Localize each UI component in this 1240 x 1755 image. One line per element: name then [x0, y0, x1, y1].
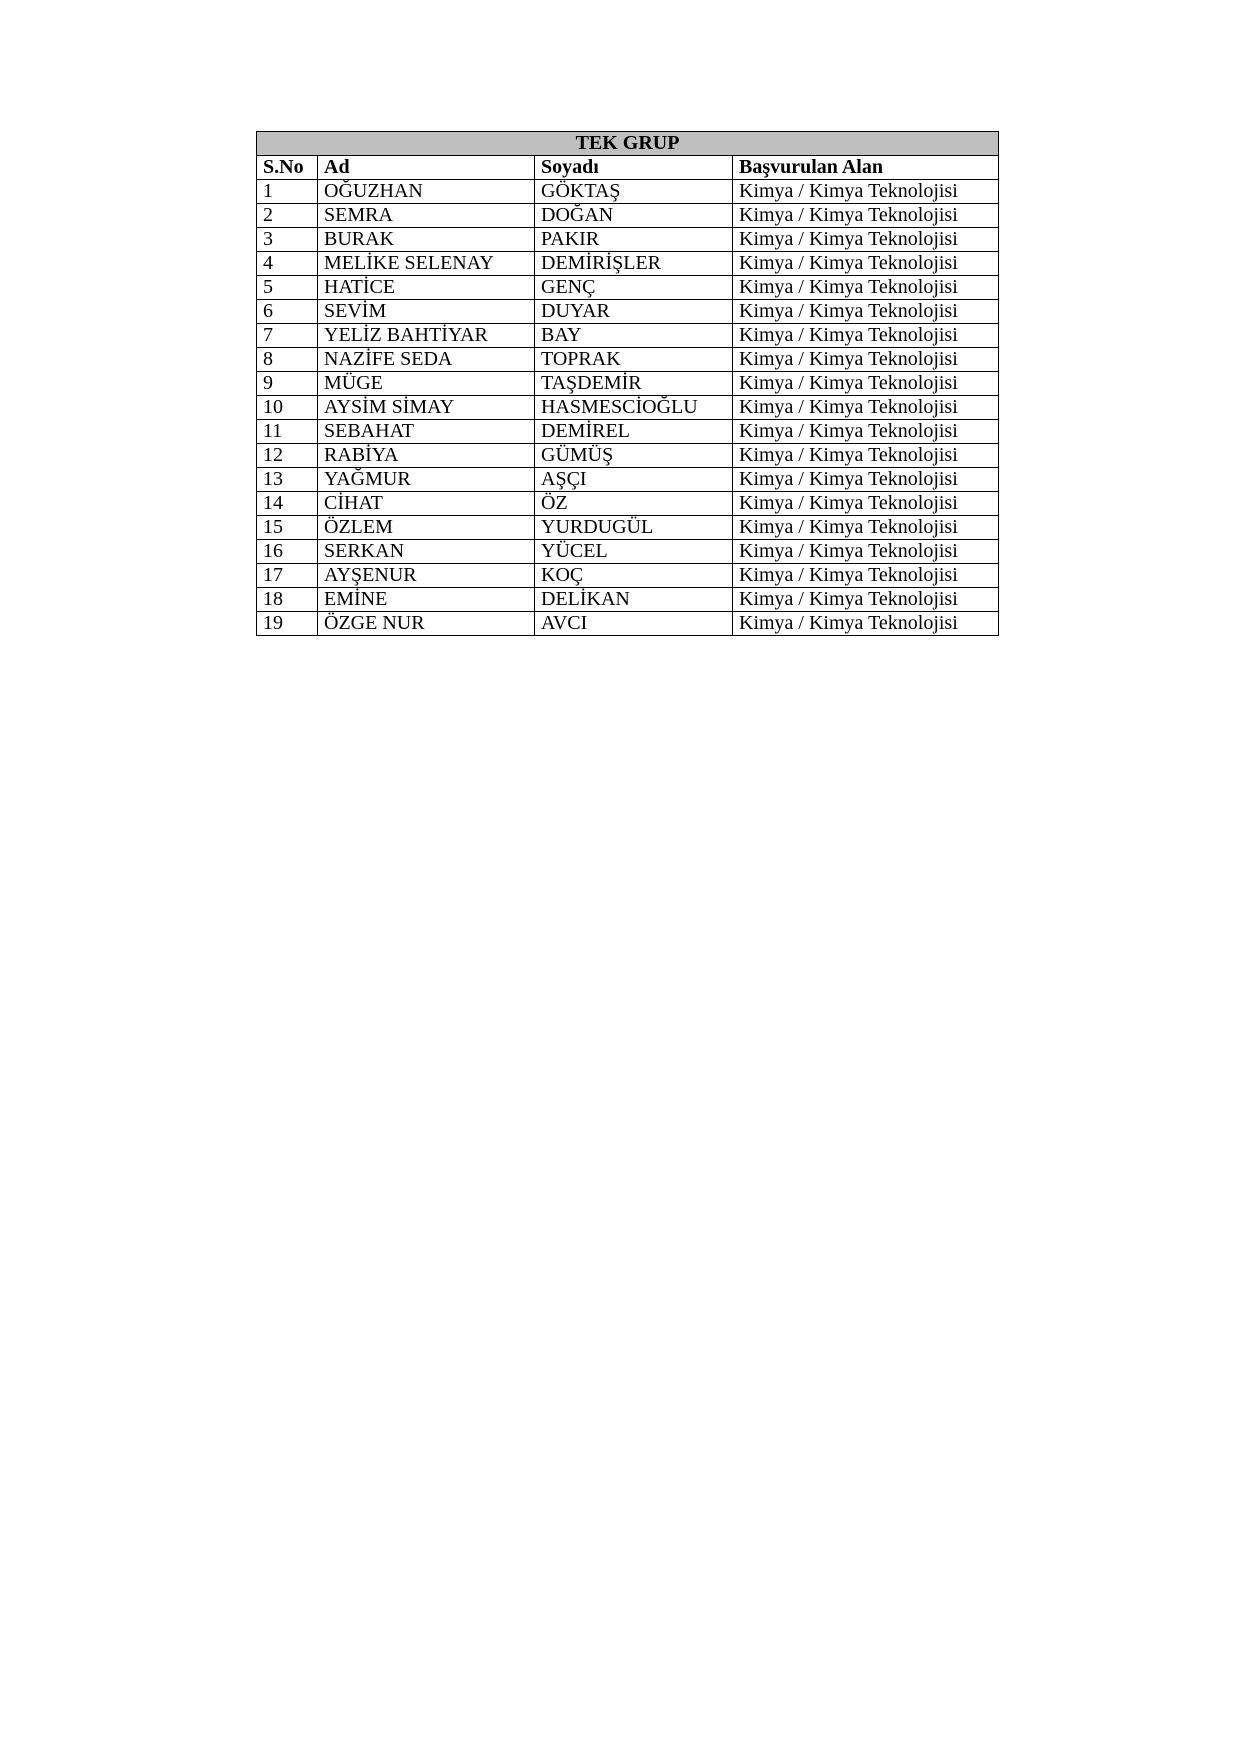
cell-sno: 17 [257, 564, 318, 588]
cell-basvurulan-alan: Kimya / Kimya Teknolojisi [733, 420, 999, 444]
cell-sno: 6 [257, 300, 318, 324]
cell-sno: 1 [257, 180, 318, 204]
cell-sno: 16 [257, 540, 318, 564]
cell-sno: 7 [257, 324, 318, 348]
cell-soyadi: PAKIR [535, 228, 733, 252]
cell-sno: 8 [257, 348, 318, 372]
cell-basvurulan-alan: Kimya / Kimya Teknolojisi [733, 396, 999, 420]
cell-sno: 2 [257, 204, 318, 228]
cell-soyadi: HASMESCİOĞLU [535, 396, 733, 420]
table-row [257, 612, 999, 636]
cell-sno: 4 [257, 252, 318, 276]
table-row [257, 228, 999, 252]
cell-soyadi: GENÇ [535, 276, 733, 300]
column-header-sno: S.No [257, 156, 318, 180]
table-row [257, 348, 999, 372]
cell-basvurulan-alan: Kimya / Kimya Teknolojisi [733, 180, 999, 204]
cell-ad: SERKAN [318, 540, 535, 564]
cell-soyadi: GÖKTAŞ [535, 180, 733, 204]
cell-ad: RABİYA [318, 444, 535, 468]
cell-ad: ÖZLEM [318, 516, 535, 540]
cell-ad: MELİKE SELENAY [318, 252, 535, 276]
table-body [257, 180, 999, 636]
cell-ad: SEMRA [318, 204, 535, 228]
cell-soyadi: DOĞAN [535, 204, 733, 228]
table-row [257, 540, 999, 564]
cell-basvurulan-alan: Kimya / Kimya Teknolojisi [733, 204, 999, 228]
cell-basvurulan-alan: Kimya / Kimya Teknolojisi [733, 564, 999, 588]
cell-ad: YELİZ BAHTİYAR [318, 324, 535, 348]
cell-ad: MÜGE [318, 372, 535, 396]
cell-basvurulan-alan: Kimya / Kimya Teknolojisi [733, 516, 999, 540]
table-row [257, 516, 999, 540]
table-row [257, 276, 999, 300]
table-row [257, 492, 999, 516]
cell-soyadi: KOÇ [535, 564, 733, 588]
cell-basvurulan-alan: Kimya / Kimya Teknolojisi [733, 372, 999, 396]
cell-ad: AYŞENUR [318, 564, 535, 588]
table-row [257, 180, 999, 204]
cell-soyadi: DUYAR [535, 300, 733, 324]
cell-ad: NAZİFE SEDA [318, 348, 535, 372]
cell-sno: 10 [257, 396, 318, 420]
cell-ad: OĞUZHAN [318, 180, 535, 204]
cell-basvurulan-alan: Kimya / Kimya Teknolojisi [733, 492, 999, 516]
cell-ad: HATİCE [318, 276, 535, 300]
cell-soyadi: YURDUGÜL [535, 516, 733, 540]
cell-soyadi: TOPRAK [535, 348, 733, 372]
table-row [257, 300, 999, 324]
group-title-row [257, 132, 999, 156]
cell-sno: 18 [257, 588, 318, 612]
cell-soyadi: DEMİRİŞLER [535, 252, 733, 276]
cell-basvurulan-alan: Kimya / Kimya Teknolojisi [733, 324, 999, 348]
cell-sno: 11 [257, 420, 318, 444]
cell-ad: SEBAHAT [318, 420, 535, 444]
cell-soyadi: TAŞDEMİR [535, 372, 733, 396]
cell-soyadi: ÖZ [535, 492, 733, 516]
table-row [257, 252, 999, 276]
table-row [257, 204, 999, 228]
cell-ad: YAĞMUR [318, 468, 535, 492]
cell-sno: 12 [257, 444, 318, 468]
table-row [257, 564, 999, 588]
cell-ad: BURAK [318, 228, 535, 252]
cell-ad: SEVİM [318, 300, 535, 324]
cell-soyadi: BAY [535, 324, 733, 348]
column-header-basvurulan-alan: Başvurulan Alan [733, 156, 999, 180]
cell-ad: ÖZGE NUR [318, 612, 535, 636]
table-row [257, 324, 999, 348]
cell-ad: CİHAT [318, 492, 535, 516]
cell-soyadi: AVCI [535, 612, 733, 636]
cell-basvurulan-alan: Kimya / Kimya Teknolojisi [733, 300, 999, 324]
cell-sno: 13 [257, 468, 318, 492]
table-row [257, 420, 999, 444]
cell-soyadi: DELİKAN [535, 588, 733, 612]
column-header-ad: Ad [318, 156, 535, 180]
table-row [257, 372, 999, 396]
cell-ad: AYSİM SİMAY [318, 396, 535, 420]
column-header-soyadi: Soyadı [535, 156, 733, 180]
cell-basvurulan-alan: Kimya / Kimya Teknolojisi [733, 540, 999, 564]
cell-basvurulan-alan: Kimya / Kimya Teknolojisi [733, 468, 999, 492]
cell-soyadi: GÜMÜŞ [535, 444, 733, 468]
table-row [257, 468, 999, 492]
cell-basvurulan-alan: Kimya / Kimya Teknolojisi [733, 228, 999, 252]
cell-basvurulan-alan: Kimya / Kimya Teknolojisi [733, 252, 999, 276]
cell-sno: 15 [257, 516, 318, 540]
cell-sno: 3 [257, 228, 318, 252]
cell-sno: 9 [257, 372, 318, 396]
cell-soyadi: AŞÇI [535, 468, 733, 492]
cell-sno: 5 [257, 276, 318, 300]
table-row [257, 396, 999, 420]
cell-basvurulan-alan: Kimya / Kimya Teknolojisi [733, 348, 999, 372]
table-row [257, 588, 999, 612]
cell-ad: EMİNE [318, 588, 535, 612]
table-row [257, 444, 999, 468]
cell-soyadi: YÜCEL [535, 540, 733, 564]
cell-basvurulan-alan: Kimya / Kimya Teknolojisi [733, 276, 999, 300]
applicant-table [256, 131, 999, 636]
cell-basvurulan-alan: Kimya / Kimya Teknolojisi [733, 588, 999, 612]
cell-basvurulan-alan: Kimya / Kimya Teknolojisi [733, 444, 999, 468]
cell-sno: 19 [257, 612, 318, 636]
group-title: TEK GRUP [257, 132, 999, 156]
cell-soyadi: DEMİREL [535, 420, 733, 444]
column-header-row [257, 156, 999, 180]
cell-basvurulan-alan: Kimya / Kimya Teknolojisi [733, 612, 999, 636]
cell-sno: 14 [257, 492, 318, 516]
